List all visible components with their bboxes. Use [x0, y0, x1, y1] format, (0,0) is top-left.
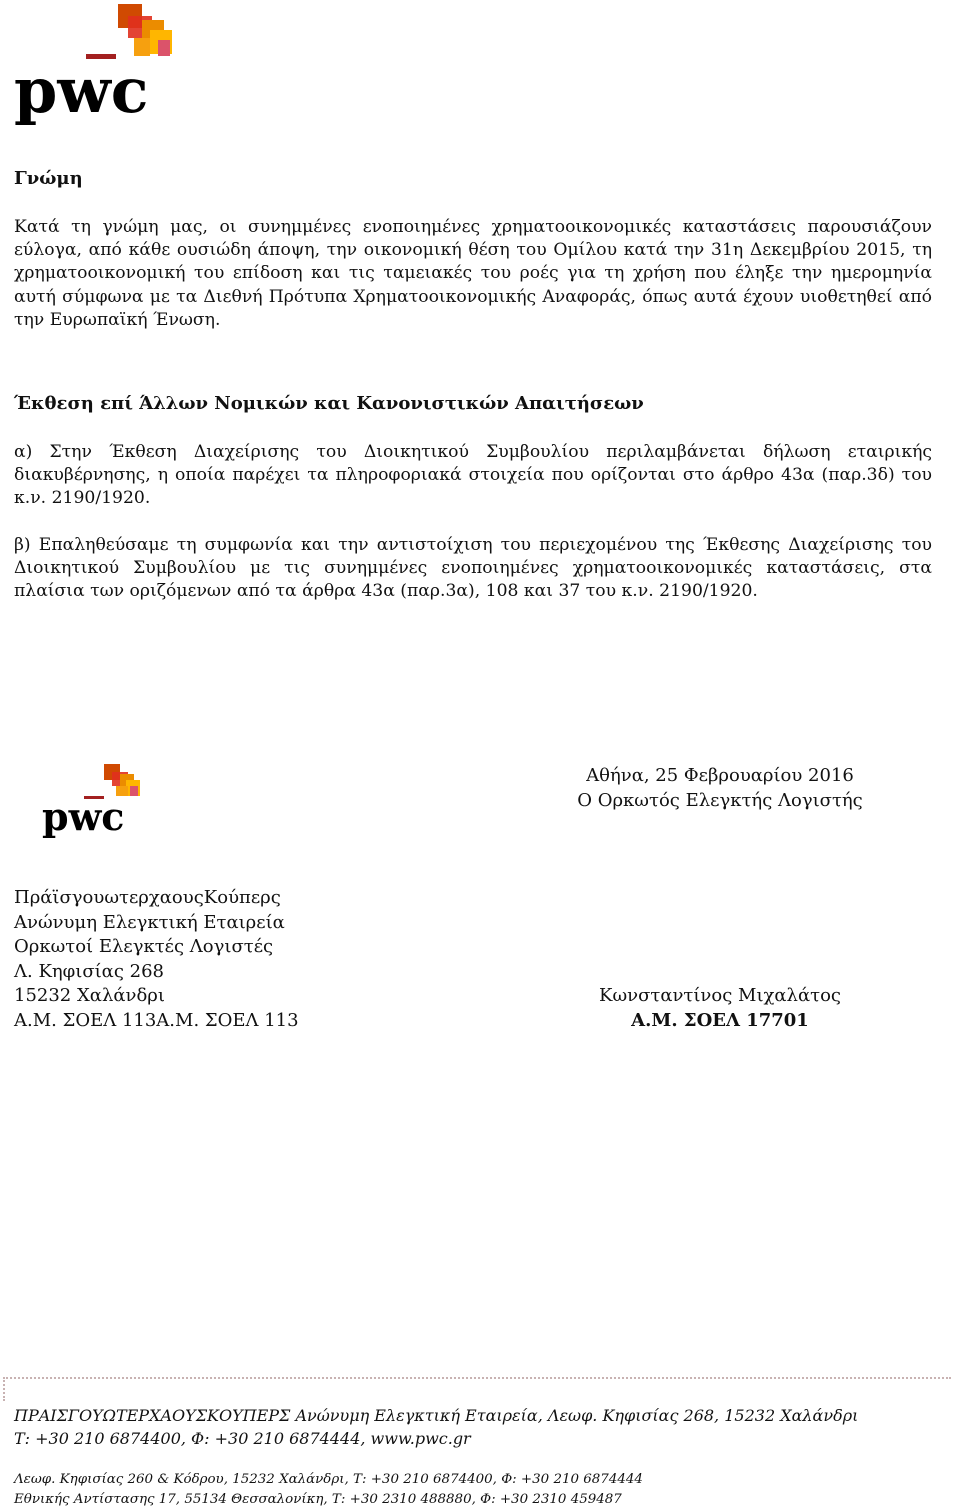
signature-header: [540, 764, 900, 813]
legal-report-heading: Έκθεση επί Άλλων Νομικών και Κανονιστικών Απαιτήσεων: [14, 393, 644, 414]
logo-block-rose: [130, 786, 138, 796]
footer-company-line: ΠΡΑΙΣΓΟΥΩΤΕΡΧΑΟΥΣΚΟΥΠΕΡΣ Ανώνυμη Ελεγκτική Εταιρεία, Λεωφ. Κηφισίας 268, 15232 Χαλάνδρι: [14, 1406, 859, 1425]
signature-footer: [540, 984, 900, 1033]
footer-offices: [14, 1470, 643, 1510]
footer-divider: [3, 1377, 951, 1379]
address-line-street: Λ. Κηφισίας 268: [14, 960, 164, 982]
footer-contact-line: Τ: +30 210 6874400, Φ: +30 210 6874444, www.pwc.gr: [14, 1428, 471, 1448]
footer-office-athens: Λεωφ. Κηφισίας 260 & Κόδρου, 15232 Χαλάνδρι, Τ: +30 210 6874400, Φ: +30 210 6874444: [14, 1472, 643, 1487]
footer-office-thessaloniki: Εθνικής Αντίστασης 17, 55134 Θεσσαλονίκη, Τ: +30 2310 488880, Φ: +30 2310 459487: [14, 1492, 622, 1507]
auditor-role: Ο Ορκωτός Ελεγκτής Λογιστής: [577, 789, 863, 811]
address-line-profession: Ορκωτοί Ελεγκτές Λογιστές: [14, 936, 274, 957]
address-line-company-type: Ανώνυμη Ελεγκτική Εταιρεία: [14, 911, 285, 933]
pwc-logo-signature: [42, 764, 142, 842]
pwc-logo-top: [14, 4, 174, 128]
address-line-firm-name: ΠράϊσγουωτερχαουςΚούπερς: [14, 887, 281, 908]
opinion-paragraph: Κατά τη γνώμη μας, οι συνημμένες ενοποιημένες χρηματοοικονομικές καταστάσεις παρουσιάζουν εύλογα, από κάθε ουσιώδη άποψη, την οικονομική θέση του Ομίλου κατά την 31η Δεκεμβρίου 2015, τη χρηματοοικονομική του επίδοση και τις ταμειακές του ροές για τη χρήση που έληξε την ημερομηνία αυτή σύμφωνα με τα Διεθνή Πρότυπα Χρηματοοικονομικής Αναφοράς, όπως αυτά έχουν υιοθετηθεί από την Ευρωπαϊκή Ένωση.: [14, 217, 932, 330]
auditor-registry: Α.Μ. ΣΟΕΛ 17701: [631, 1009, 809, 1031]
logo-block-rose: [158, 40, 170, 56]
auditor-name: Κωνσταντίνος Μιχαλάτος: [599, 985, 841, 1006]
address-line-registry: Α.Μ. ΣΟΕΛ 113Α.Μ. ΣΟΕΛ 113: [14, 1009, 299, 1031]
footer-divider-side: [3, 1377, 5, 1401]
logo-wordmark: pwc: [42, 794, 125, 839]
legal-item-a: α) Στην Έκθεση Διαχείρισης του Διοικητικού Συμβουλίου περιλαμβάνεται δήλωση εταιρικής διακυβέρνησης, η οποία παρέχει τα πληροφοριακά στοιχεία που ορίζονται στο άρθρο 43α (παρ.3δ) του κ.ν. 2190/1920.: [14, 442, 932, 509]
pwc-logo-small-icon: [42, 764, 142, 842]
logo-wordmark: pwc: [14, 54, 149, 127]
footer-company: [14, 1405, 858, 1450]
place-date: Αθήνα, 25 Φεβρουαρίου 2016: [586, 765, 854, 786]
address-line-city: 15232 Χαλάνδρι: [14, 985, 165, 1006]
pwc-logo-icon: [14, 4, 174, 128]
firm-address: [14, 886, 299, 1033]
legal-item-b: β) Επαληθεύσαμε τη συμφωνία και την αντιστοίχιση του περιεχομένου της Έκθεσης Διαχείρισης του Διοικητικού Συμβουλίου με τις συνημμένες ενοποιημένες χρηματοοικονομικές καταστάσεις, στα πλαίσια των οριζόμενων από τα άρθρα 43α (παρ.3α), 108 και 37 του κ.ν. 2190/1920.: [14, 535, 932, 602]
opinion-heading: Γνώμη: [14, 168, 83, 189]
